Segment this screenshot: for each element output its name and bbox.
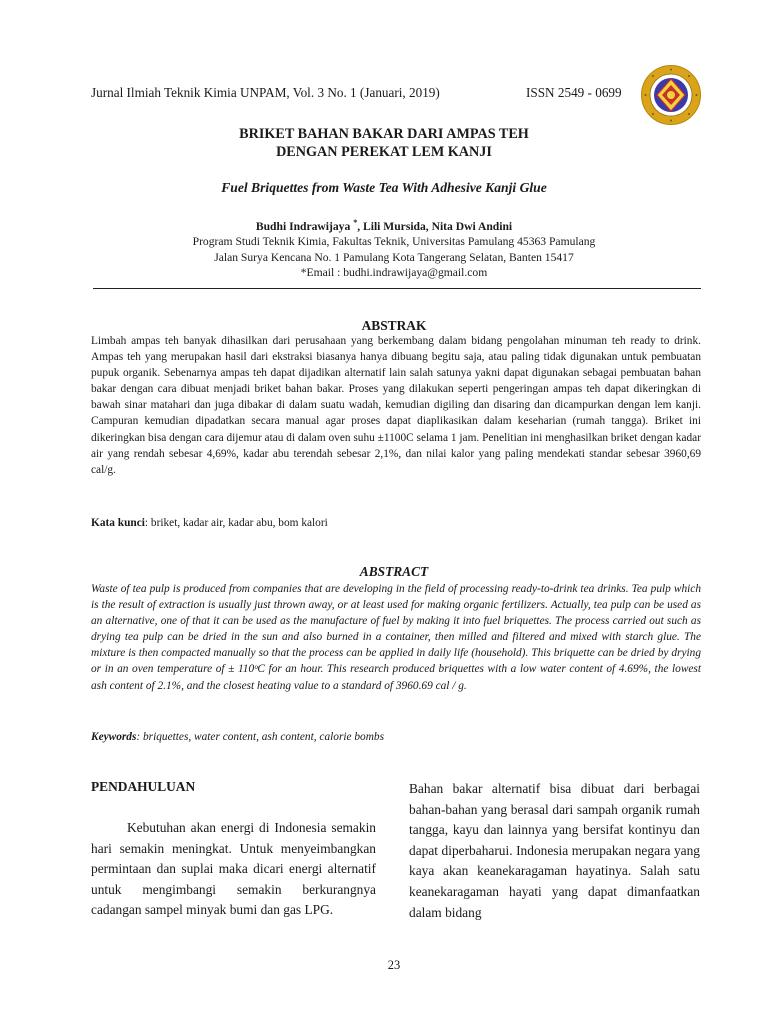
abstrak-heading: ABSTRAK — [361, 318, 427, 333]
keywords — [91, 731, 384, 743]
affiliation-line-2: Jalan Surya Kencana No. 1 Pamulang Kota Tangerang Selatan, Banten 15417 — [214, 251, 574, 264]
paper-title-line-2: DENGAN PEREKAT LEM KANJI — [276, 144, 492, 160]
paper-title-english: Fuel Briquettes from Waste Tea With Adhesive Kanji Glue — [221, 180, 547, 195]
kata-kunci — [91, 517, 328, 529]
section-heading-pendahuluan: PENDAHULUAN — [91, 779, 196, 794]
intro-right-column: Bahan bakar alternatif bisa dibuat dari berbagai bahan-bahan yang berasal dari sampah organik rumah tangga, kayu dan lainnya yang bersifat kontinyu dan dapat diperbaharui. Indonesia merupakan negara yang kaya akan keanekaragaman hayatinya. Salah satu keanekaragaman hayati yang dapat dimanfaatkan dalam bidang — [409, 781, 700, 920]
paper-title-line-1: BRIKET BAHAN BAKAR DARI AMPAS TEH — [239, 126, 529, 142]
author-list — [0, 218, 768, 233]
abstract-heading: ABSTRACT — [359, 564, 429, 579]
abstrak-body: Limbah ampas teh banyak dihasilkan dari perusahaan yang berkembang dalam bidang pengolahan minuman teh ready to drink. Ampas teh yang merupakan hasil dari ekstraksi biasanya hanya dibuang begitu saja, atau paling tidak digunakan untuk pembuatan pupuk organik. Sebenarnya ampas teh dapat dijadikan alternatif lain salah satunya yakni dapat digunakan sebagai pembuatan bahan bakar dengan cara dibuat menjadi briket bahan bakar. Proses yang dilakukan seperti pengeringan ampas teh dapat dikeringkan di bawah sinar matahari dan juga dibakar di dalam suatu wadah, kemudian digiling dan disaring dan dicampurkan dengan lem kanji. Campuran kemudian dipadatkan secara manual agar proses dapat diaplikasikan dalam keseharian (rumah tangga). Briket ini dikeringkan bisa dengan cara dijemur atau di dalam oven suhu ±1100C selama 1 jam. Penelitian ini menghasilkan briket dengan kadar air yang rendah sebesar 4,69%, kadar abu terendah sebesar 2,1%, dan nilai kalor yang paling mendekati standar sebesar 3960,69 cal/g. — [91, 335, 701, 476]
intro-left-column: Kebutuhan akan energi di Indonesia semakin hari semakin meningkat. Untuk menyeimbangkan permintaan dan suplai maka dicari energi alternatif untuk mengimbangi semakin berkurangnya cadangan sampel minyak bumi dan gas LPG. — [91, 820, 376, 918]
journal-citation: Jurnal Ilmiah Teknik Kimia UNPAM, Vol. 3 No. 1 (Januari, 2019) — [91, 85, 440, 100]
abstract-body: Waste of tea pulp is produced from companies that are developing in the field of processing ready-to-drink tea drinks. Tea pulp which is the result of extraction is usually just thrown away, or at least used for making organic fertilizers. Actually, tea pulp can be used as an alternative, one of that it can be used as the manufacture of fuel by making it into fuel briquettes. The process carried out such as drying tea pulp can be dried in the sun and also burned in a container, then milled and filtered and mixed with starch glue. The mixture is then compacted manually so that the process can be applied in daily life (household). This briquette can be dried by drying or in an oven temperature of ± 110ᵒC for an hour. This research produced briquettes with a low water content of 4.69%, the lowest ash content of 2.1%, and the closest heating value to a standard of 3960.69 cal / g. — [91, 583, 701, 692]
keywords-label: Keywords — [91, 731, 137, 743]
header-divider — [93, 288, 701, 289]
first-author: Budhi Indrawijaya — [255, 219, 351, 233]
page-number: 23 — [387, 958, 401, 972]
kata-kunci-label: Kata kunci — [91, 517, 145, 529]
author-email: *Email : budhi.indrawijaya@gmail.com — [300, 266, 488, 279]
university-seal-logo — [640, 64, 702, 126]
keywords-values: : briquettes, water content, ash content, calorie bombs — [136, 731, 385, 743]
corresponding-mark: * — [353, 218, 358, 227]
other-authors: , Lili Mursida, Nita Dwi Andini — [357, 219, 513, 233]
affiliation-line-1: Program Studi Teknik Kimia, Fakultas Teknik, Universitas Pamulang 45363 Pamulang — [192, 235, 596, 248]
issn-number: ISSN 2549 - 0699 — [526, 85, 622, 100]
kata-kunci-values: : briket, kadar air, kadar abu, bom kalori — [144, 517, 328, 529]
